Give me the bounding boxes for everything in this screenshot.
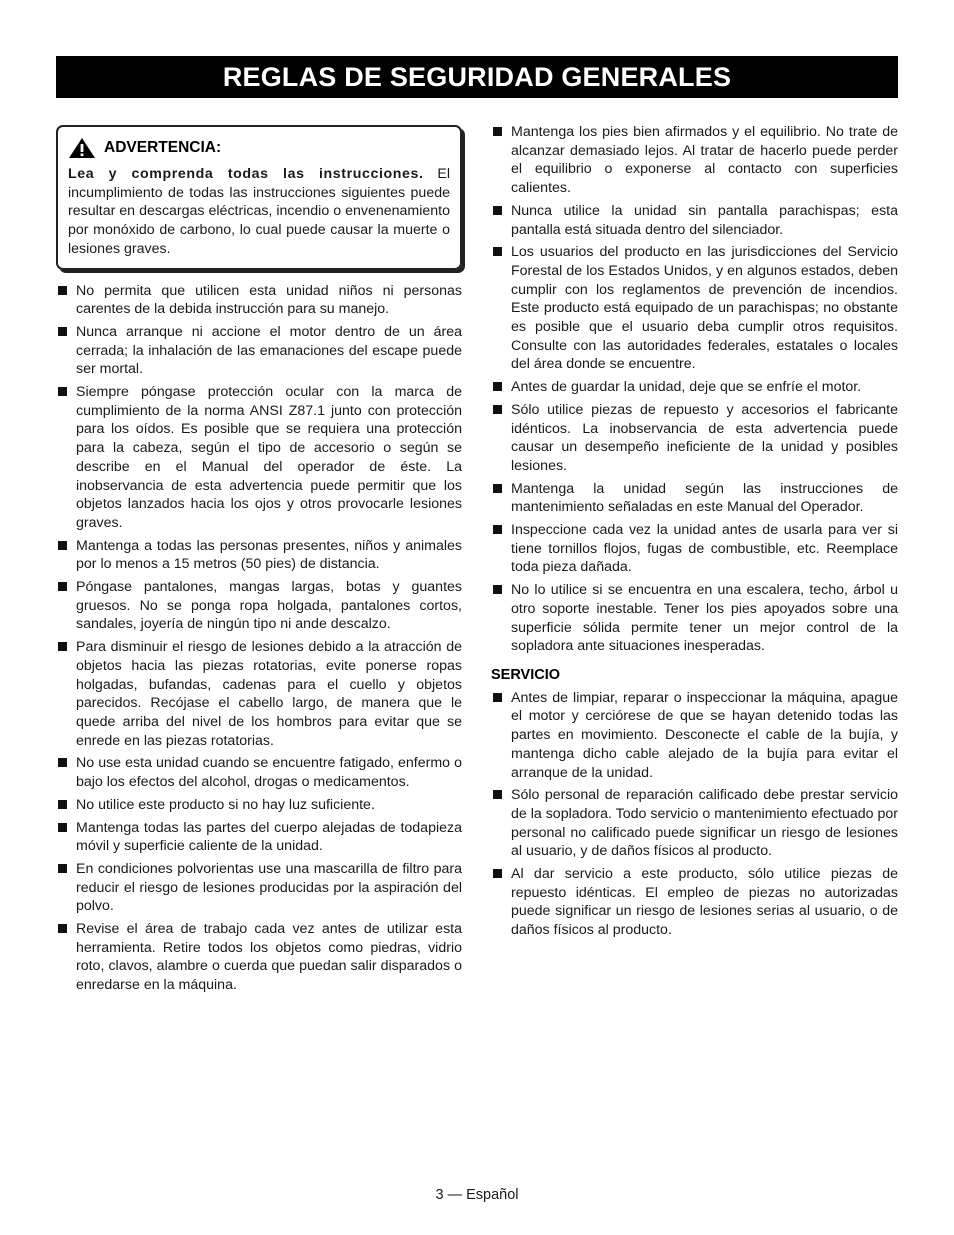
warning-title: ADVERTENCIA: <box>104 138 222 156</box>
list-item: Al dar servicio a este producto, sólo utilice piezas de repuesto idénticas. El empleo de piezas no autorizadas puede significar un riesgo de lesiones serias al usuario, o de daños físicos al producto. <box>491 865 898 940</box>
list-item: No utilice este producto si no hay luz suficiente. <box>56 796 462 815</box>
warning-header <box>68 137 450 159</box>
list-item: Inspeccione cada vez la unidad antes de usarla para ver si tiene tornillos flojos, fugas de combustible, etc. Reemplace toda pieza dañada. <box>491 521 898 577</box>
bullet-square-icon <box>58 864 67 873</box>
bullet-square-icon <box>58 642 67 651</box>
bullet-square-icon <box>58 387 67 396</box>
list-item: No use esta unidad cuando se encuentre fatigado, enfermo o bajo los efectos del alcohol, drogas o medicamentos. <box>56 754 462 791</box>
service-section-title: SERVICIO <box>491 666 561 683</box>
list-item: En condiciones polvorientas use una mascarilla de filtro para reducir el riesgo de lesiones producidas por la aspiración del polvo. <box>56 860 462 916</box>
list-item: Sólo personal de reparación calificado debe prestar servicio de la sopladora. Todo servicio o mantenimiento efectuado por personal no calificado puede significar un riesgo de lesiones al usuario, y de daños físicos al producto. <box>491 786 898 861</box>
left-bullet-list <box>56 282 462 995</box>
page-title: REGLAS DE SEGURIDAD GENERALES <box>222 61 732 92</box>
bullet-square-icon <box>58 327 67 336</box>
list-item: Póngase pantalones, mangas largas, botas y guantes gruesos. No se ponga ropa holgada, pantalones cortos, sandales, joyería de ningún tipo ni ande descalzo. <box>56 578 462 634</box>
right-bullet-list <box>491 123 898 656</box>
warning-triangle-icon <box>68 137 96 159</box>
bullet-square-icon <box>493 405 502 414</box>
list-item: Antes de guardar la unidad, deje que se enfríe el motor. <box>491 378 898 397</box>
list-item: Revise el área de trabajo cada vez antes de utilizar esta herramienta. Retire todos los objetos como piedras, vidrio roto, clavos, alambre o cuerda que puedan salir disparados o enredarse en la máquina. <box>56 920 462 995</box>
service-bullet-list <box>491 689 898 940</box>
list-item: Mantenga la unidad según las instrucciones de mantenimiento señaladas en este Manual del Operador. <box>491 480 898 517</box>
bullet-square-icon <box>58 541 67 550</box>
warning-box <box>56 125 462 270</box>
warning-body: El incumplimiento de todas las instrucciones siguientes puede resultar en descargas eléctricas, incendio o envenenamiento por monóxido de carbono, lo cual puede causar la muerte o lesiones graves. <box>68 166 450 257</box>
bullet-square-icon <box>493 790 502 799</box>
bullet-square-icon <box>493 382 502 391</box>
list-item: No permita que utilicen esta unidad niños ni personas carentes de la debida instrucción para su manejo. <box>56 282 462 319</box>
bullet-square-icon <box>493 247 502 256</box>
bullet-square-icon <box>493 484 502 493</box>
list-item: Mantenga los pies bien afirmados y el equilibrio. No trate de alcanzar demasiado lejos. Al tratar de hacerlo puede perder el equilibrio o exponerse al contacto con superficies calientes. <box>491 123 898 198</box>
bullet-square-icon <box>58 800 67 809</box>
bullet-square-icon <box>493 585 502 594</box>
list-item: Nunca utilice la unidad sin pantalla parachispas; esta pantalla está situada dentro del silenciador. <box>491 202 898 239</box>
list-item: Nunca arranque ni accione el motor dentro de un área cerrada; la inhalación de las emanaciones del escape puede ser mortal. <box>56 323 462 379</box>
list-item: Antes de limpiar, reparar o inspeccionar la máquina, apague el motor y cerciórese de que se hayan detenido todas las partes en movimiento. Desconecte el cable de la bujía, y mantenga dicho cable alejado de la bujía para evitar el arranque de la unidad. <box>491 689 898 783</box>
page-footer: 3 — Español <box>435 1187 519 1203</box>
bullet-square-icon <box>493 693 502 702</box>
list-item: Para disminuir el riesgo de lesiones debido a la atracción de objetos hacia las piezas rotatorias, evite ponerse ropas holgadas, bufandas, cadenas para el cuello y objetos parecidos. Recójase el cabello largo, de manera que le quede arriba del nivel de los hombros para evitar que se enrede en las piezas rotatorias. <box>56 638 462 750</box>
bullet-square-icon <box>58 823 67 832</box>
bullet-square-icon <box>493 525 502 534</box>
list-item: Mantenga a todas las personas presentes, niños y animales por lo menos a 15 metros (50 pies) de distancia. <box>56 537 462 574</box>
list-item: Siempre póngase protección ocular con la marca de cumplimiento de la norma ANSI Z87.1 junto con protección para los oídos. Es posible que se requiera una protección para la cabeza, según el tipo de accesorio o según se describe en el Manual del operador de éste. La inobservancia de esta advertencia puede permitir que los objetos lanzados hacia los ojos y otros provocarle lesiones graves. <box>56 383 462 533</box>
list-item: Sólo utilice piezas de repuesto y accesorios el fabricante idénticos. La inobservancia de esta advertencia puede causar un desempeño ineficiente de la unidad y posibles lesiones. <box>491 401 898 476</box>
bullet-square-icon <box>58 582 67 591</box>
bullet-square-icon <box>493 127 502 136</box>
warning-text <box>68 165 450 259</box>
right-column <box>491 123 898 944</box>
list-item: Los usuarios del producto en las jurisdicciones del Servicio Forestal de los Estados Unidos, y en algunos estados, deben cumplir con los reglamentos de prevención de incendios. Este producto está equipado de un parachispas; no obstante es posible que el usuario deba cumplir otros requisitos. Consulte con las autoridades federales, estatales o locales del área donde se encuentre. <box>491 243 898 374</box>
bullet-square-icon <box>58 758 67 767</box>
left-column <box>56 125 462 999</box>
list-item: No lo utilice si se encuentra en una escalera, techo, árbol u otro soporte inestable. Tener los pies apoyados sobre una superficie sólida permite tener un mejor control de la sopladora ante situaciones inesperadas. <box>491 581 898 656</box>
bullet-square-icon <box>493 206 502 215</box>
list-item: Mantenga todas las partes del cuerpo alejadas de todapieza móvil y superficie caliente de la unidad. <box>56 819 462 856</box>
bullet-square-icon <box>58 924 67 933</box>
bullet-square-icon <box>493 869 502 878</box>
warning-lead: Lea y comprenda todas las instrucciones. <box>68 166 424 182</box>
bullet-square-icon <box>58 286 67 295</box>
title-bar <box>56 56 898 98</box>
